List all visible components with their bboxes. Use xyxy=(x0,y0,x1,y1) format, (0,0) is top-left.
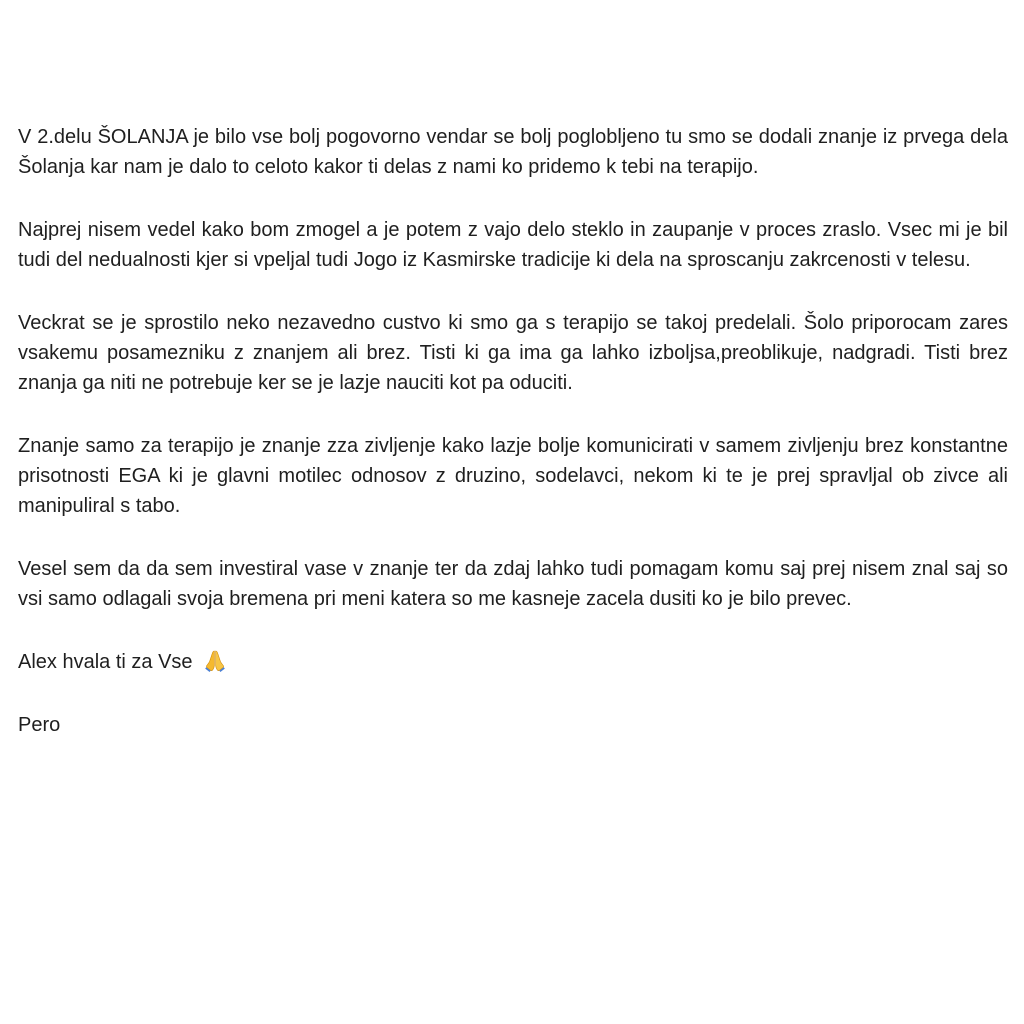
paragraph-5: Vesel sem da da sem investiral vase v znanje ter da zdaj lahko tudi pomagam komu saj prej nisem znal saj so vsi samo odlagali svoja bremena pri meni katera so me kasneje zacela dusiti ko je bilo prevec. xyxy=(18,558,1008,610)
paragraph-4: Znanje samo za terapijo je znanje zza zivljenje kako lazje bolje komunicirati v samem zivljenju brez konstantne prisotnosti EGA ki je glavni motilec odnosov z druzino, sodelavci, nekom ki te je prej spravljal ob zivce ali manipuliral s tabo. xyxy=(18,435,1008,517)
paragraph-3: Veckrat se je sprostilo neko nezavedno custvo ki smo ga s terapijo se takoj predelali. Šolo priporocam zares vsakemu posamezniku z znanjem ali brez. Tisti ki ga ima ga lahko izboljsa,preoblikuje, nadgradi. Tisti brez znanja ga niti ne potrebuje ker se je lazje nauciti kot pa oduciti. xyxy=(18,312,1008,394)
closing-line xyxy=(18,647,1008,677)
paragraph-2: Najprej nisem vedel kako bom zmogel a je potem z vajo delo steklo in zaupanje v proces zraslo. Vsec mi je bil tudi del nedualnosti kjer si vpeljal tudi Jogo iz Kasmirske tradicije ki dela na sproscanju zakrcenosti v telesu. xyxy=(18,219,1008,271)
closing-text: Alex hvala ti za Vse xyxy=(18,651,193,673)
praying-hands-icon xyxy=(202,648,228,674)
paragraph-1: V 2.delu ŠOLANJA je bilo vse bolj pogovorno vendar se bolj poglobljeno tu smo se dodali znanje iz prvega dela Šolanja kar nam je dalo to celoto kakor ti delas z nami ko pridemo k tebi na terapijo. xyxy=(18,126,1008,178)
letter-body xyxy=(18,122,1008,740)
signature: Pero xyxy=(18,714,61,736)
